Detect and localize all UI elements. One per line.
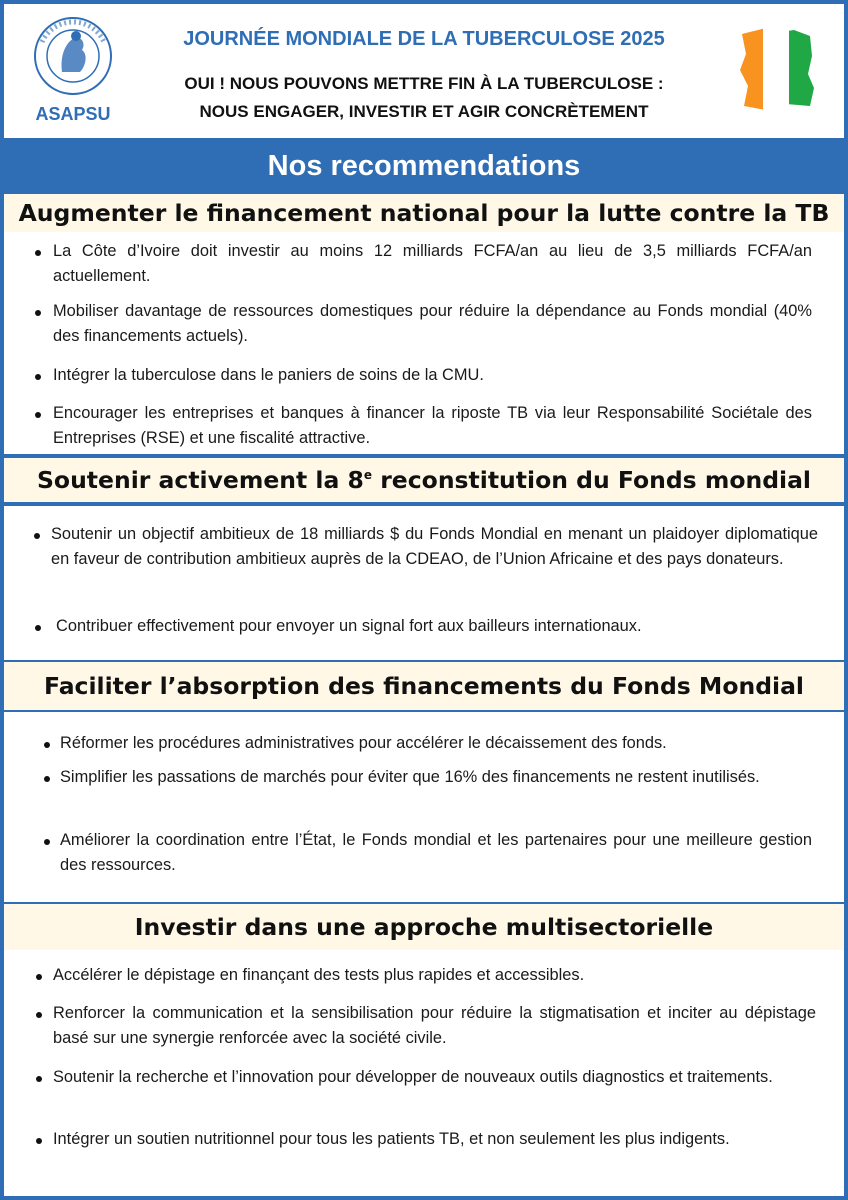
section-4-title: Investir dans une approche multisectorielle	[4, 904, 844, 950]
page-title: JOURNÉE MONDIALE DE LA TUBERCULOSE 2025	[183, 28, 665, 50]
section-2-title: Soutenir activement la 8e reconstitution du Fonds mondial	[4, 458, 844, 502]
list-item: La Côte d’Ivoire doit investir au moins 12 milliards FCFA/an au lieu de 3,5 milliards FCFA/an actuellement.	[53, 239, 812, 289]
list-item: Intégrer un soutien nutritionnel pour tous les patients TB, et non seulement les plus indigents.	[53, 1127, 816, 1152]
asapsu-emblem-icon	[28, 14, 118, 104]
section-1-title: Augmenter le financement national pour la lutte contre la TB	[4, 194, 844, 232]
list-item: Renforcer la communication et la sensibilisation pour réduire la stigmatisation et inciter au dépistage basé sur une synergie renforcée avec la société civile.	[53, 1001, 816, 1051]
cote-divoire-map-flag-icon	[736, 26, 816, 112]
page-subtitle	[134, 70, 714, 126]
section-1-body	[4, 232, 844, 454]
list-item: Simplifier les passations de marchés pour éviter que 16% des financements ne restent inutilisés.	[60, 765, 812, 790]
list-item: Améliorer la coordination entre l’État, le Fonds mondial et les partenaires pour une meilleure gestion des ressources.	[60, 828, 812, 878]
list-item: Intégrer la tuberculose dans le paniers de soins de la CMU.	[53, 363, 812, 388]
recommendations-banner: Nos recommendations	[267, 150, 581, 182]
section-2-body	[4, 506, 844, 660]
list-item: Contribuer effectivement pour envoyer un signal fort aux bailleurs internationaux.	[56, 614, 818, 639]
list-item: Mobiliser davantage de ressources domestiques pour réduire la dépendance au Fonds mondial (40% des financements actuels).	[53, 299, 812, 349]
logo-text: ASAPSU	[35, 104, 111, 124]
section-3-title: Faciliter l’absorption des financements du Fonds Mondial	[4, 662, 844, 710]
asapsu-logo	[28, 14, 118, 126]
list-item: Encourager les entreprises et banques à financer la riposte TB via leur Responsabilité Sociétale des Entreprises (RSE) et une fiscalité attractive.	[53, 401, 812, 451]
subtitle-line-1: OUI ! NOUS POUVONS METTRE FIN À LA TUBERCULOSE :	[184, 74, 664, 93]
header	[4, 4, 844, 138]
section-4-body	[4, 950, 844, 1196]
subtitle-line-2: NOUS ENGAGER, INVESTIR ET AGIR CONCRÈTEMENT	[199, 102, 649, 121]
list-item: Soutenir un objectif ambitieux de 18 milliards $ du Fonds Mondial en menant un plaidoyer diplomatique en faveur de contribution ambitieux auprès de la CDEAO, de l’Union Africaine et des pays donateurs.	[51, 522, 818, 572]
list-item: Réformer les procédures administratives pour accélérer le décaissement des fonds.	[60, 731, 812, 756]
list-item: Accélérer le dépistage en finançant des tests plus rapides et accessibles.	[53, 963, 816, 988]
section-3-body	[4, 712, 844, 902]
list-item: Soutenir la recherche et l’innovation pour développer de nouveaux outils diagnostics et traitements.	[53, 1065, 816, 1090]
